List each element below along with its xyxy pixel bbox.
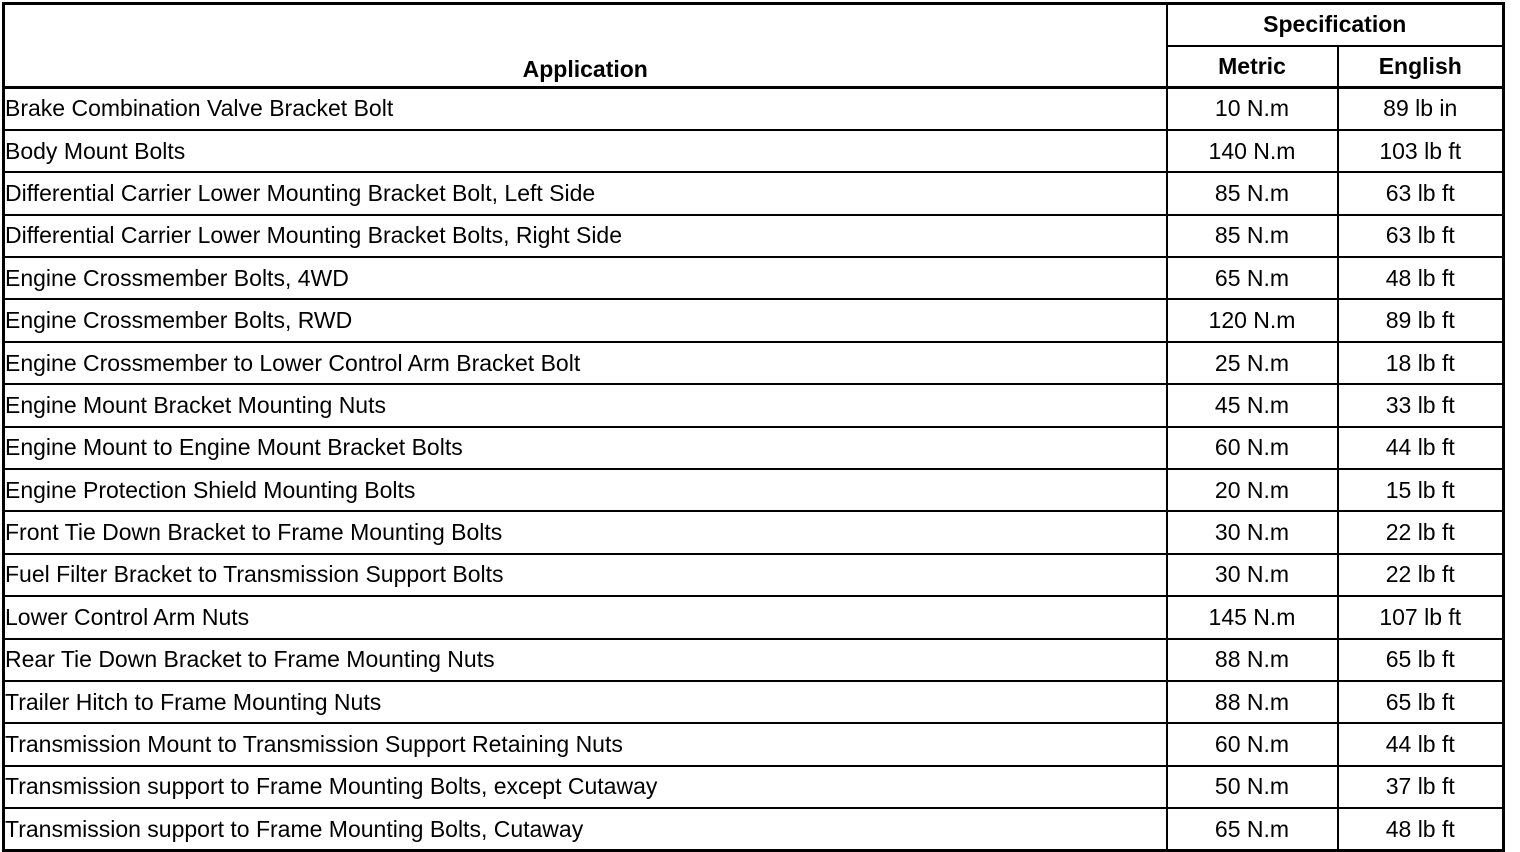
table-row <box>4 469 1504 511</box>
english-cell: 63 lb ft <box>1338 172 1504 214</box>
english-cell: 33 lb ft <box>1338 384 1504 426</box>
application-cell: Differential Carrier Lower Mounting Bracket Bolt, Left Side <box>4 172 1167 214</box>
metric-cell: 45 N.m <box>1167 384 1338 426</box>
application-cell: Front Tie Down Bracket to Frame Mounting Bolts <box>4 511 1167 553</box>
table-row <box>4 384 1504 426</box>
table-body <box>4 88 1504 851</box>
metric-cell: 85 N.m <box>1167 172 1338 214</box>
table-row <box>4 723 1504 765</box>
metric-cell: 120 N.m <box>1167 299 1338 341</box>
english-cell: 22 lb ft <box>1338 511 1504 553</box>
application-cell: Engine Crossmember Bolts, 4WD <box>4 257 1167 299</box>
metric-cell: 65 N.m <box>1167 257 1338 299</box>
metric-cell: 88 N.m <box>1167 639 1338 681</box>
application-cell: Engine Mount to Engine Mount Bracket Bolts <box>4 427 1167 469</box>
table-row <box>4 596 1504 638</box>
english-cell: 89 lb ft <box>1338 299 1504 341</box>
table-row <box>4 172 1504 214</box>
metric-cell: 85 N.m <box>1167 215 1338 257</box>
application-cell: Engine Crossmember Bolts, RWD <box>4 299 1167 341</box>
english-cell: 44 lb ft <box>1338 427 1504 469</box>
torque-spec-table <box>2 2 1505 852</box>
metric-cell: 20 N.m <box>1167 469 1338 511</box>
table-row <box>4 88 1504 130</box>
metric-cell: 10 N.m <box>1167 88 1338 130</box>
english-header: English <box>1338 46 1504 88</box>
english-cell: 48 lb ft <box>1338 808 1504 850</box>
application-cell: Transmission support to Frame Mounting Bolts, Cutaway <box>4 808 1167 850</box>
english-cell: 103 lb ft <box>1338 130 1504 172</box>
metric-cell: 60 N.m <box>1167 723 1338 765</box>
metric-cell: 140 N.m <box>1167 130 1338 172</box>
english-cell: 15 lb ft <box>1338 469 1504 511</box>
metric-cell: 30 N.m <box>1167 511 1338 553</box>
metric-cell: 145 N.m <box>1167 596 1338 638</box>
metric-cell: 88 N.m <box>1167 681 1338 723</box>
english-cell: 63 lb ft <box>1338 215 1504 257</box>
table-row <box>4 554 1504 596</box>
application-cell: Transmission Mount to Transmission Support Retaining Nuts <box>4 723 1167 765</box>
specification-header: Specification <box>1167 4 1504 46</box>
application-cell: Fuel Filter Bracket to Transmission Support Bolts <box>4 554 1167 596</box>
english-cell: 65 lb ft <box>1338 681 1504 723</box>
english-cell: 37 lb ft <box>1338 766 1504 808</box>
table-row <box>4 808 1504 850</box>
table-row <box>4 299 1504 341</box>
table-row <box>4 257 1504 299</box>
metric-cell: 60 N.m <box>1167 427 1338 469</box>
application-cell: Body Mount Bolts <box>4 130 1167 172</box>
table-row <box>4 511 1504 553</box>
table-header <box>4 4 1504 88</box>
table-row <box>4 130 1504 172</box>
application-header: Application <box>4 4 1167 88</box>
application-cell: Brake Combination Valve Bracket Bolt <box>4 88 1167 130</box>
english-cell: 65 lb ft <box>1338 639 1504 681</box>
metric-cell: 65 N.m <box>1167 808 1338 850</box>
english-cell: 18 lb ft <box>1338 342 1504 384</box>
metric-cell: 50 N.m <box>1167 766 1338 808</box>
table-row <box>4 766 1504 808</box>
application-cell: Rear Tie Down Bracket to Frame Mounting Nuts <box>4 639 1167 681</box>
table-row <box>4 215 1504 257</box>
metric-cell: 30 N.m <box>1167 554 1338 596</box>
application-cell: Engine Crossmember to Lower Control Arm Bracket Bolt <box>4 342 1167 384</box>
metric-header: Metric <box>1167 46 1338 88</box>
application-cell: Trailer Hitch to Frame Mounting Nuts <box>4 681 1167 723</box>
application-cell: Engine Protection Shield Mounting Bolts <box>4 469 1167 511</box>
table-row <box>4 639 1504 681</box>
english-cell: 44 lb ft <box>1338 723 1504 765</box>
english-cell: 89 lb in <box>1338 88 1504 130</box>
metric-cell: 25 N.m <box>1167 342 1338 384</box>
application-cell: Differential Carrier Lower Mounting Bracket Bolts, Right Side <box>4 215 1167 257</box>
application-cell: Transmission support to Frame Mounting Bolts, except Cutaway <box>4 766 1167 808</box>
english-cell: 48 lb ft <box>1338 257 1504 299</box>
table-row <box>4 342 1504 384</box>
english-cell: 107 lb ft <box>1338 596 1504 638</box>
application-cell: Engine Mount Bracket Mounting Nuts <box>4 384 1167 426</box>
table-row <box>4 681 1504 723</box>
application-cell: Lower Control Arm Nuts <box>4 596 1167 638</box>
table-row <box>4 427 1504 469</box>
english-cell: 22 lb ft <box>1338 554 1504 596</box>
